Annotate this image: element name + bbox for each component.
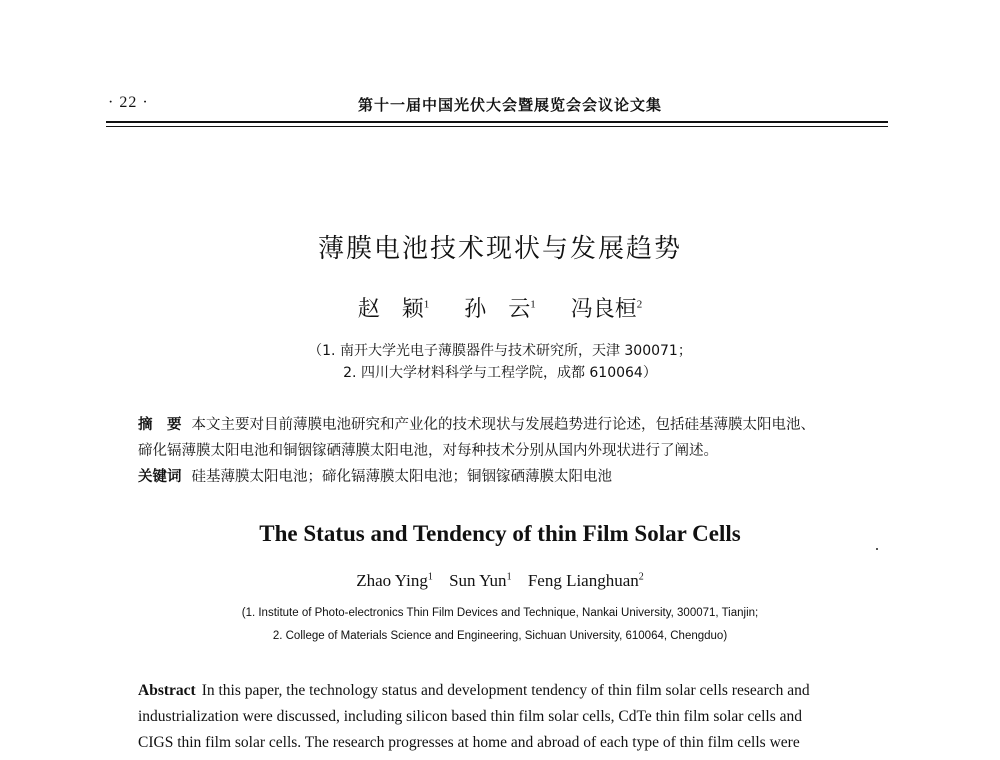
header-rule-thick [106,121,888,123]
english-abstract-label: Abstract [138,682,196,699]
running-title: 第十一届中国光伏大会暨展览会会议论文集 [357,96,662,114]
english-authors [150,571,850,591]
chinese-author: 冯良桓$^2$ [570,297,643,322]
chinese-keywords: 关键词 硅基薄膜太阳电池；碲化镉薄膜太阳电池；铜铟镓硒薄膜太阳电池 [138,469,612,485]
header-rule-thin [106,126,888,127]
chinese-affiliation-1: （1. 南开大学光电子薄膜器件与技术研究所，天津 300071； [308,343,692,359]
english-affiliation-2: 2. College of Materials Science and Engineering, Sichuan University, 610064, Chengduo) [272,630,728,642]
chinese-author: 孙 云$^1$ [464,297,536,322]
english-author: Zhao Ying$^1$ [356,571,433,590]
chinese-title: 薄膜电池技术现状与发展趋势 [317,234,682,264]
chinese-abstract-line: 摘 要 本文主要对目前薄膜电池研究和产业化的技术现状与发展趋势进行论述，包括硅基薄膜太阳电池、 [138,417,815,433]
english-title: The Status and Tendency of thin Film Solar Cells [259,521,741,546]
english-abstract-line: industrialization were discussed, including silicon based thin film solar cells, CdTe thin film solar cells and [138,708,802,725]
english-author: Sun Yun$^1$ [449,571,512,590]
chinese-abstract-label: 摘 要 [138,417,182,433]
page-number: · 22 · [108,94,149,111]
english-abstract-line: Abstract In this paper, the technology status and development tendency of thin film solar cells research and [138,682,810,699]
chinese-keywords-label: 关键词 [138,469,182,485]
scan-speck [876,548,878,550]
chinese-affiliation-2: 2. 四川大学材料科学与工程学院，成都 610064） [343,365,657,381]
english-abstract-line: CIGS thin film solar cells. The research progresses at home and abroad of each type of thin film cells were [138,734,800,751]
english-author: Feng Lianghuan$^2$ [527,571,644,590]
chinese-authors [150,292,850,323]
english-affiliation-1: (1. Institute of Photo-electronics Thin Film Devices and Technique, Nankai University, 300071, Tianjin; [241,607,759,619]
chinese-author: 赵 颖$^1$ [357,297,430,322]
chinese-abstract-line: 碲化镉薄膜太阳电池和铜铟镓硒薄膜太阳电池，对每种技术分别从国内外现状进行了阐述。 [138,443,718,459]
